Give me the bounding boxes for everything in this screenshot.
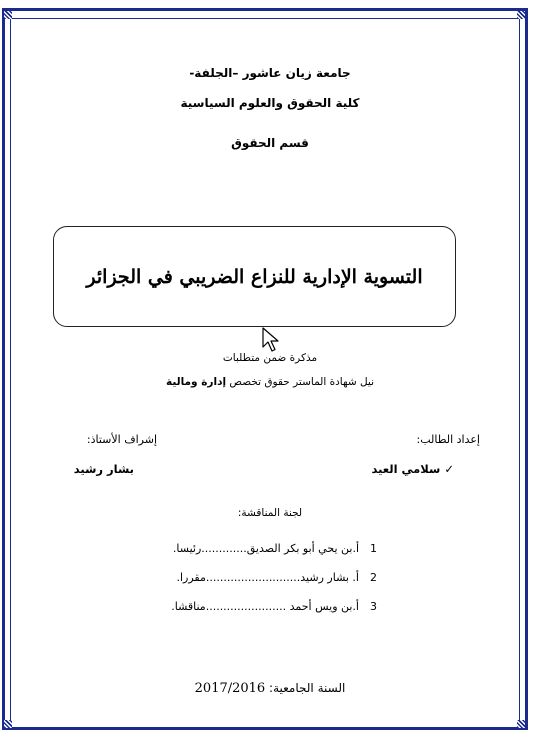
frame-corner-bottom-right [517,720,525,728]
committee-label: لجنة المناقشة: [237,507,303,519]
faculty-name: كلية الحقوق والعلوم السياسية [180,96,360,110]
student-name: سلامي العيد [371,462,441,476]
supervisor-name: بشار رشيد [73,462,134,476]
committee-member-text: أ. بشار رشيد...........................مقررا. [176,571,359,584]
frame-corner-top-left [4,11,12,19]
thesis-title-box [53,226,456,327]
committee-member-1 [173,542,377,555]
committee-member-number: 1 [370,542,377,555]
check-mark-icon: ✓ [444,462,454,476]
academic-year-value: 2017/2016 [194,681,266,696]
memo-specialty: إدارة ومالية [166,376,227,388]
mouse-pointer-icon [262,327,280,353]
academic-year [0,681,540,696]
memo-line-2-prefix: نيل شهادة الماستر حقوق تخصص [226,376,374,388]
student-label: إعداد الطالب: [416,433,480,446]
supervisor-label: إشراف الأستاذ: [86,433,157,446]
academic-year-label: السنة الجامعية: [269,681,346,695]
memo-line-2 [0,376,540,388]
committee-member-3 [171,600,377,613]
committee-member-number: 3 [370,600,377,613]
department-name: قسم الحقوق [231,136,309,150]
page-frame-inner [10,18,520,730]
thesis-title: التسوية الإدارية للنزاع الضريبي في الجزائر [86,265,423,288]
student-name-line [371,462,454,476]
university-name: جامعة زيان عاشور –الجلفة- [189,66,351,80]
committee-member-number: 2 [370,571,377,584]
committee-member-2 [176,571,377,584]
memo-line-1: مذكرة ضمن متطلبات [222,352,318,364]
frame-corner-top-right [517,11,525,19]
frame-corner-bottom-left [4,720,12,728]
committee-member-text: أ.بن يحي أبو بكر الصديق.............رئيسا. [172,542,359,555]
committee-member-text: أ.بن ويس أحمد .......................مناقشا. [171,600,359,613]
